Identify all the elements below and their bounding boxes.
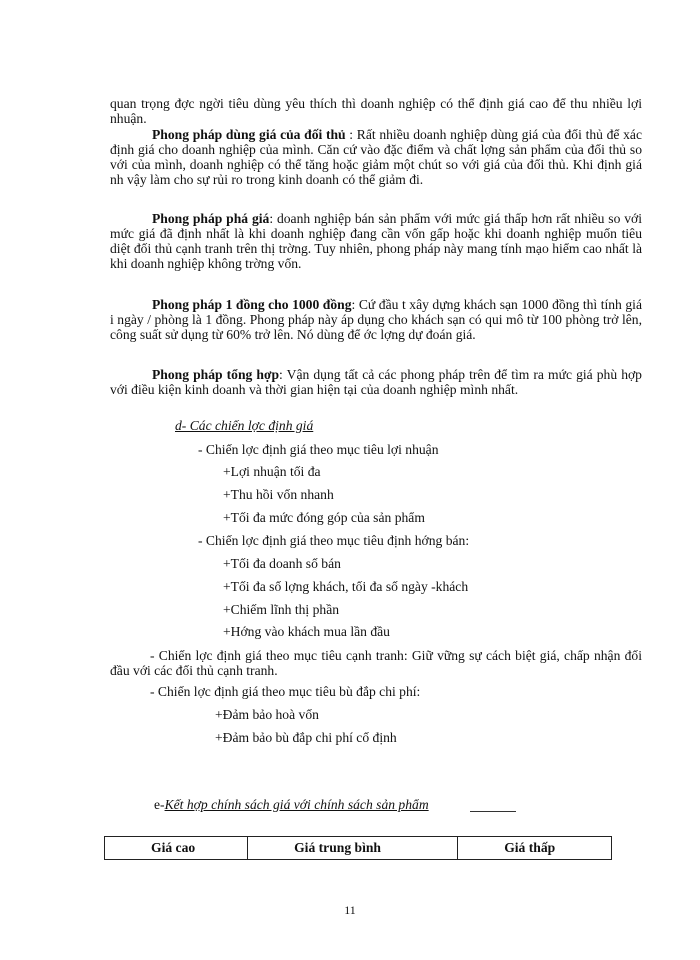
strategy-item: - Chiến lợc định giá theo mục tiêu bù đắp chi phí: (150, 684, 421, 699)
page-number: 11 (344, 903, 356, 917)
table-header-cell: Giá trung bình (248, 837, 458, 860)
paragraph-lead: Phong pháp tổng hợp (152, 367, 280, 382)
paragraph-text: : doanh nghiệp bán sản phẩm với mức giá thấp hơn rất nhiều so với mức giá đã định nhất là khi doanh nghiệp đang cần vốn gấp hoặc khi doanh nghiệp muốn tiêu diệt đối thủ cạnh tranh trên thị trờng. Tuy nhiên, phong pháp này mang tính mạo hiểm cao nhất là khi doanh nghiệp không trờng vốn. (110, 211, 642, 271)
strategy-item: - Chiến lợc định giá theo mục tiêu lợi nhuận (198, 442, 439, 457)
table-header-cell: Giá thấp (458, 837, 612, 860)
strategy-subitem: +Tối đa mức đóng góp của sản phẩm (223, 510, 425, 525)
strategy-subitem: +Tối đa doanh số bán (223, 556, 341, 571)
paragraph-intro: quan trọng đợc ngời tiêu dùng yêu thích thì doanh nghiệp có thể định giá cao để thu nhiều lợi nhuận. (110, 96, 642, 126)
section-e-heading (154, 797, 429, 813)
paragraph-combined-method (110, 367, 642, 397)
paragraph-one-per-thousand (110, 297, 642, 342)
paragraph-competitor-pricing (110, 127, 642, 187)
paragraph-lead: Phong pháp phá giá (152, 211, 270, 226)
section-e-prefix: e- (154, 797, 165, 812)
strategy-competition: - Chiến lợc định giá theo mục tiêu cạnh tranh: Giữ vững sự cách biệt giá, chấp nhận đối đầu với các đối thủ cạnh tranh. (110, 648, 642, 678)
paragraph-text: : Cứ đầu t xây dựng khách sạn 1000 đồng thì tính giá i ngày / phòng là 1 đồng. Phong pháp này áp dụng cho khách sạn có qui mô từ 100 phòng trở lên, công suất sử dụng từ 60% trở lên. Nó dùng để ớc lợng dự đoán giá. (110, 297, 642, 342)
strategy-subitem: +Tối đa số lợng khách, tối đa số ngày -khách (223, 579, 469, 594)
strategy-subitem: +Hớng vào khách mua lần đầu (223, 624, 390, 639)
price-product-table (104, 836, 612, 860)
strategy-item: - Chiến lợc định giá theo mục tiêu định hớng bán: (198, 533, 470, 548)
section-e-title: Kết hợp chính sách giá với chính sách sản phẩm (164, 797, 429, 812)
strategy-subitem: +Chiếm lĩnh thị phần (223, 602, 340, 617)
paragraph-text: : Rất nhiều doanh nghiệp dùng giá của đối thủ để xác định giá cho doanh nghiệp của mình. Căn cứ vào đặc điểm và chất lợng sản phẩm của đối thủ so với của mình, doanh nghiệp có thể tăng hoặc giảm một chút so với giá của đối thủ. Khi định giá nh vậy làm cho sự rủi ro trong kinh doanh có thể giảm đi. (110, 127, 643, 187)
paragraph-lead: Phong pháp dùng giá của đối thủ (152, 127, 346, 142)
strategy-subitem: +Lợi nhuận tối đa (223, 464, 321, 479)
section-d-heading: d- Các chiến lợc định giá (175, 418, 314, 433)
paragraph-lead: Phong pháp 1 đồng cho 1000 đồng (152, 297, 352, 312)
heading-underline (470, 811, 516, 812)
strategy-subitem: +Thu hồi vốn nhanh (223, 487, 334, 502)
strategy-subitem: +Đảm bảo bù đắp chi phí cố định (215, 730, 397, 745)
table-header-cell: Giá cao (105, 837, 248, 860)
strategy-subitem: +Đảm bảo hoà vốn (215, 707, 319, 722)
table-row (105, 837, 612, 860)
paragraph-price-breaking (110, 211, 642, 271)
paragraph-text: : Vận dụng tất cả các phong pháp trên để tìm ra mức giá phù hợp với điều kiện kinh doanh và thời gian hiện tại của doanh nghiệp mình nhất. (110, 367, 642, 397)
